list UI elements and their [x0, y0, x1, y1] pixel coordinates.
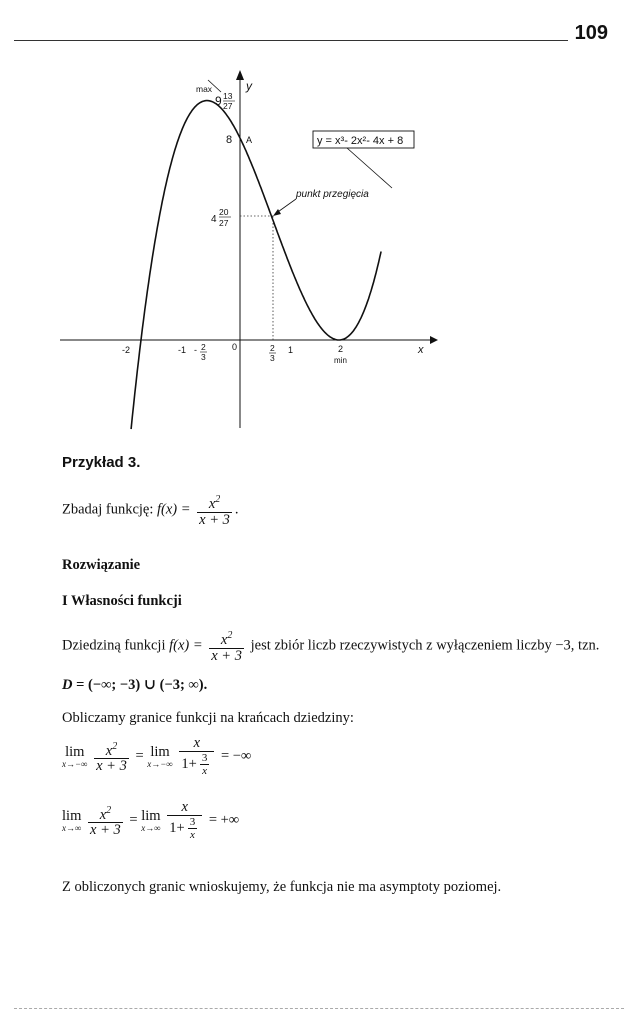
section-heading: I Własności funkcji — [62, 593, 182, 609]
tick-2: 2 — [338, 344, 344, 354]
label-x: x — [418, 344, 424, 356]
function-box-pointer — [347, 148, 392, 188]
inflection-value-den: 27 — [219, 218, 229, 228]
y-axis-arrow — [236, 70, 244, 80]
limits-intro: Obliczamy granice funkcji na krańcach dziedziny: — [62, 710, 354, 726]
tick-2-3-num: 2 — [270, 343, 275, 353]
tick-minus-2-3-num: 2 — [201, 342, 206, 352]
task-line: Zbadaj funkcję: f(x) = $\frac{x^2}{x + 3}$ . — [62, 494, 239, 528]
label-y: y — [246, 79, 252, 93]
domain-fraction: $\frac{x^2}{x + 3}$ — [211, 630, 242, 664]
solution-heading: Rozwiązanie — [62, 557, 141, 573]
task-fx: f(x) = — [157, 501, 191, 518]
function-curve — [131, 101, 381, 430]
label-min: min — [334, 356, 347, 365]
max-value-whole: 9 — [215, 94, 222, 108]
conclusion: Z obliczonych granic wnioskujemy, że funkcja nie ma asymptoty poziomej. — [62, 879, 502, 895]
header-rule — [14, 40, 568, 41]
limit-1: lim x→−∞ $\frac{x^2}{x + 3}$ = lim x→−∞ x 1+ $\frac{3}{x}$ = −∞ — [62, 735, 252, 777]
domain-line: Dziedziną funkcji f(x) = $\frac{x^2}{x + 3}$ jest zbiór liczb rzeczywistych z wyłączeniem liczby −3, tzn. — [62, 630, 600, 664]
x-axis-arrow — [430, 336, 438, 344]
inflection-pointer-arrow — [273, 209, 281, 216]
function-box-text: y = x³- 2x²- 4x + 8 — [317, 135, 404, 147]
inflection-label: punkt przegięcia — [296, 189, 369, 200]
bottom-rule — [14, 1008, 624, 1009]
tick-minus-2-3-sign: - — [194, 345, 197, 355]
limit-2: lim x→∞ $\frac{x^2}{x + 3}$ = lim x→∞ x 1+ $\frac{3}{x}$ = +∞ — [62, 799, 240, 841]
max-value-num: 13 — [223, 91, 233, 101]
tick-minus-1: -1 — [178, 345, 187, 355]
tick-1: 1 — [288, 345, 294, 355]
tick-minus-2-3-den: 3 — [201, 352, 206, 362]
label-max: max — [196, 84, 213, 94]
tick-0: 0 — [232, 342, 238, 352]
page-number: 109 — [574, 22, 608, 44]
tick-2-3-den: 3 — [270, 353, 275, 363]
label-a: A — [246, 135, 253, 145]
example-heading: Przykład 3. — [62, 454, 141, 471]
tick-minus-2: -2 — [122, 345, 131, 355]
label-8: 8 — [226, 134, 233, 146]
task-text: Zbadaj funkcję: — [62, 501, 154, 518]
max-value-den: 27 — [223, 101, 233, 111]
task-fraction: $\frac{x^2}{x + 3}$ — [199, 494, 230, 528]
inflection-value-num: 20 — [219, 207, 229, 217]
inflection-value-whole: 4 — [211, 214, 217, 225]
domain-set: D = (−∞; −3) ∪ (−3; ∞). — [62, 677, 208, 693]
function-graph — [0, 60, 638, 440]
